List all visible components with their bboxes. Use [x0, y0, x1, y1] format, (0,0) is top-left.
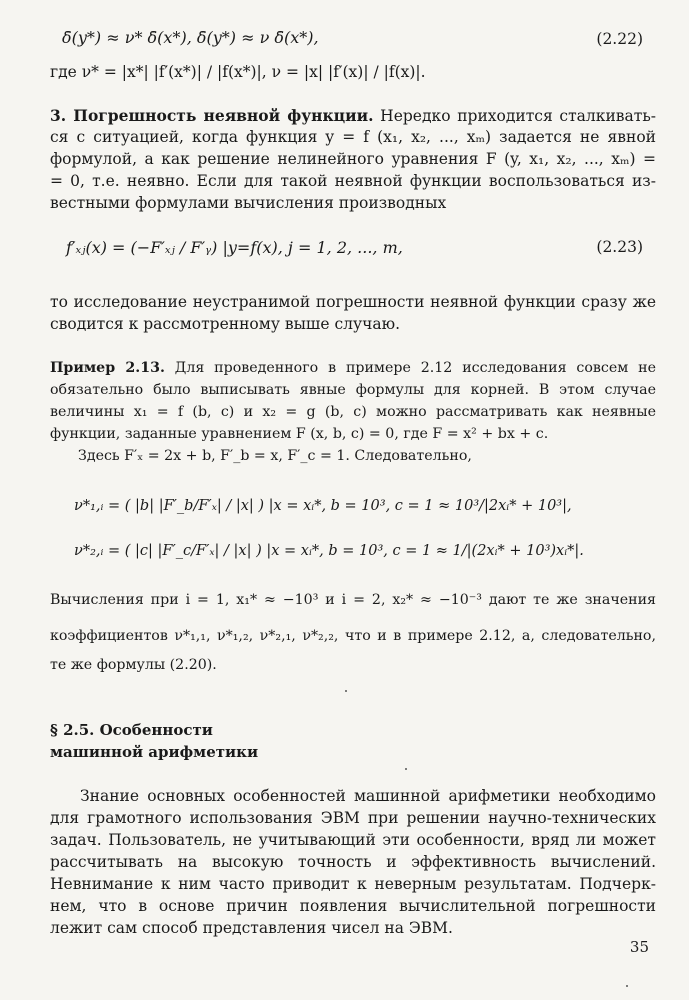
- equation-2-22: δ̄(y*) ≈ ν* δ̄(x*), δ̄(y*) ≈ ν δ̄(x*),: [62, 28, 319, 47]
- page-number: 35: [629, 938, 649, 956]
- formula-nu2: ν*₂,ᵢ = ( |c| |F′_c/F′ₓ| / |x| ) |x = xᵢ*, b = 10³, c = 1 ≈ 1/|(2xᵢ* + 10³)xᵢ*|.: [74, 543, 584, 559]
- section3-heading: 3. Погрешность неявной функции.: [50, 106, 374, 125]
- after-2-23-line-2: сводится к рассмотренному выше случаю.: [50, 315, 400, 333]
- section25-line-7: лежит сам способ представления чисел на ЭВМ.: [50, 919, 453, 937]
- after-2-23-line-1: то исследование неустранимой погрешности неявной функции сразу же: [50, 293, 656, 311]
- section25-line-6: нем, что в основе причин появления вычислительной погрешности: [50, 897, 656, 915]
- equation-number-2-22: (2.22): [596, 30, 643, 48]
- section25-line-2: для грамотного использования ЭВМ при решении научно-технических: [50, 809, 656, 827]
- example-tail-2: коэффициентов ν*₁,₁, ν*₁,₂, ν*₂,₁, ν*₂,₂, что и в примере 2.12, а, следовательно,: [50, 628, 656, 644]
- example-tail-3: те же формулы (2.20).: [50, 657, 217, 673]
- formula-nu1: ν*₁,ᵢ = ( |b| |F′_b/F′ₓ| / |x| ) |x = xᵢ*, b = 10³, c = 1 ≈ 10³/|2xᵢ* + 10³|,: [74, 498, 572, 514]
- example-label: Пример 2.13.: [50, 360, 165, 376]
- where-clause: где ν* = |x*| |f′(x*)| / |f(x*)|, ν = |x| |f′(x)| / |f(x)|.: [50, 63, 426, 81]
- section3-line-1: [50, 106, 656, 126]
- section-title-line-2: машинной арифметики: [50, 743, 259, 761]
- example-line-5: Здесь F′ₓ = 2x + b, F′_b = x, F′_c = 1. Следовательно,: [78, 448, 472, 464]
- section3-line-4: = 0, т.е. неявно. Если для такой неявной функции воспользоваться из-: [50, 172, 656, 190]
- section-title-line-1: § 2.5. Особенности: [50, 721, 213, 739]
- section25-line-3: задач. Пользователь, не учитывающий эти особенности, вряд ли может: [50, 831, 656, 849]
- equation-2-23: f′ₓⱼ(x) = (−F′ₓⱼ / F′ᵧ) |y=f(x), j = 1, 2, ..., m,: [66, 238, 403, 257]
- example-line-4: функции, заданные уравнением F (x, b, c) = 0, где F = x² + bx + c.: [50, 426, 549, 442]
- section3-line-5: вестными формулами вычисления производных: [50, 194, 447, 212]
- section25-line-5: Невнимание к ним часто приводит к неверным результатам. Подчерк-: [50, 875, 656, 893]
- section3-text-1: Нередко приходится сталкивать-: [373, 107, 656, 125]
- example-line-3: величины x₁ = f (b, c) и x₂ = g (b, c) можно рассматривать как неявные: [50, 404, 656, 420]
- example-tail-1: Вычисления при i = 1, x₁* ≈ −10³ и i = 2, x₂* ≈ −10⁻³ дают те же значения: [50, 592, 656, 608]
- section3-line-2: ся с ситуацией, когда функция y = f (x₁, x₂, ..., xₘ) задается не явной: [50, 128, 656, 146]
- example-text-1: Для проведенного в примере 2.12 исследования совсем не: [164, 360, 656, 376]
- scan-speck: [345, 690, 347, 692]
- scan-speck: [626, 985, 628, 987]
- section25-line-4: рассчитывать на высокую точность и эффективность вычислений.: [50, 853, 656, 871]
- section25-line-1: Знание основных особенностей машинной арифметики необходимо: [80, 787, 656, 805]
- section3-line-3: формулой, а как решение нелинейного уравнения F (y, x₁, x₂, ..., xₘ) =: [50, 150, 656, 168]
- example-line-2: обязательно было выписывать явные формулы для корней. В этом случае: [50, 382, 656, 398]
- equation-number-2-23: (2.23): [596, 238, 643, 256]
- scan-speck: [405, 768, 407, 770]
